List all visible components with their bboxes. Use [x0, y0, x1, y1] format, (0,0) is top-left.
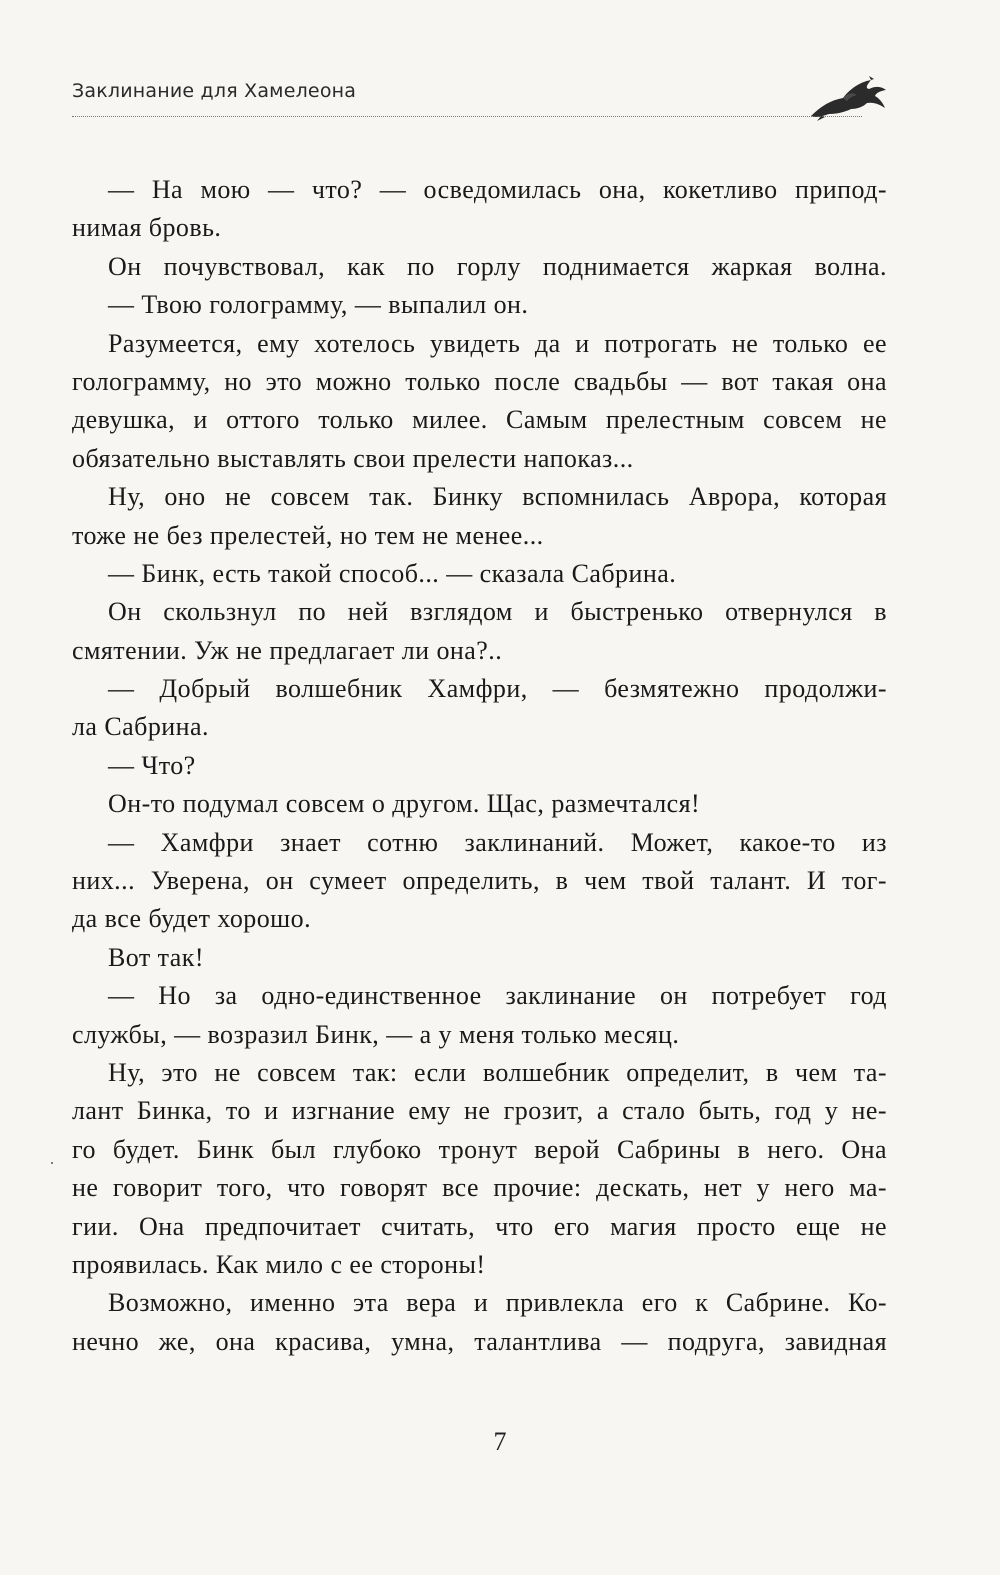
text-line: нечно же, она красива, умна, талантлива — подруга, завидная [72, 1326, 887, 1356]
page-number: 7 [493, 1427, 507, 1456]
text-line: да все будет хорошо. [72, 904, 312, 934]
text-line: го будет. Бинк был глубоко тронут верой Сабрины в него. Она [72, 1134, 887, 1164]
body-text [72, 171, 887, 1361]
text-line: нимая бровь. [72, 213, 222, 243]
text-line: Разумеется, ему хотелось увидеть да и потрогать не только ее [108, 328, 887, 358]
text-line: — На мою — что? — осведомилась она, кокетливо припод- [108, 175, 887, 204]
text-line: лант Бинка, то и изгнание ему не грозит, а стало быть, год у не- [72, 1096, 887, 1126]
text-line: тоже не без прелестей, но тем не менее... [72, 520, 544, 550]
text-line: гии. Она предпочитает считать, что его магия просто еще не [72, 1211, 887, 1241]
text-line: смятении. Уж не предлагает ли она?.. [72, 635, 503, 665]
text-line: службы, — возразил Бинк, — а у меня только месяц. [72, 1019, 680, 1049]
header-dotted-rule [72, 116, 862, 117]
text-line: ла Сабрина. [72, 712, 209, 742]
running-head [72, 72, 887, 122]
text-line: Ну, это не совсем так: если волшебник определит, в чем та- [108, 1057, 887, 1087]
text-line: — Что? [108, 750, 196, 780]
text-line: — Твою голограмму, — выпалил он. [108, 290, 529, 320]
text-line: — Бинк, есть такой способ... — сказала Сабрина. [108, 558, 677, 588]
text-line: обязательно выставлять свои прелести напоказ... [72, 443, 634, 473]
text-line: — Но за одно-единственное заклинание он потребует год [108, 981, 887, 1011]
text-line: Он скользнул по ней взглядом и быстренько отвернулся в [108, 597, 887, 627]
text-line: не говорит того, что говорят все прочие: дескать, нет у него ма- [72, 1173, 887, 1203]
text-line: Он почувствовал, как по горлу поднимается жаркая волна. [108, 251, 887, 281]
text-line: проявилась. Как мило с ее стороны! [72, 1249, 486, 1279]
text-line: Ну, оно не совсем так. Бинку вспомнилась Аврора, которая [108, 482, 887, 512]
running-title: Заклинание для Хамелеона [72, 80, 357, 102]
text-line: них... Уверена, он сумеет определить, в чем твой талант. И тог- [72, 866, 887, 896]
text-line: — Хамфри знает сотню заклинаний. Может, какое-то из [108, 827, 887, 857]
stray-ink-mark [51, 1162, 53, 1164]
dragon-icon [809, 76, 887, 122]
text-line: Вот так! [108, 942, 204, 972]
text-line: — Добрый волшебник Хамфри, — безмятежно продолжи- [108, 674, 887, 704]
text-line: голограмму, но это можно только после свадьбы — вот такая она [72, 366, 887, 396]
text-line: Он-то подумал совсем о другом. Щас, размечтался! [108, 789, 701, 819]
text-line: девушка, и оттого только милее. Самым прелестным совсем не [72, 405, 887, 435]
text-line: Возможно, именно эта вера и привлекла его к Сабрине. Ко- [108, 1288, 887, 1318]
